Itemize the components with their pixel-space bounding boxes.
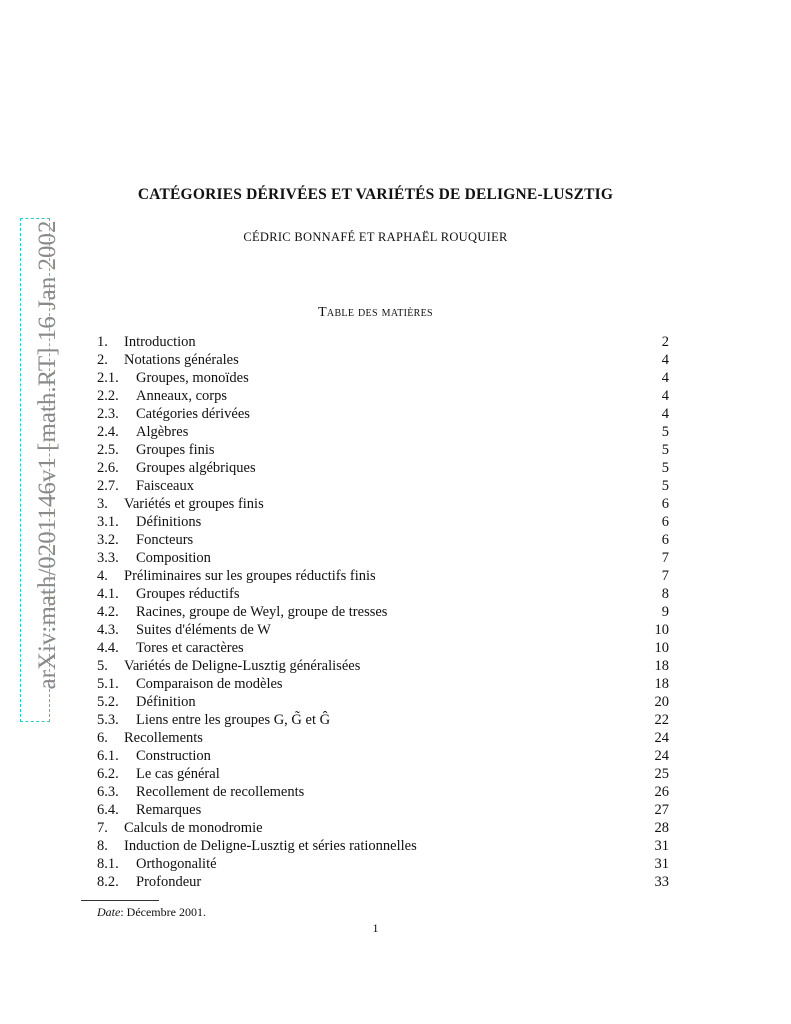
toc-entry-number: 5.1. [97,676,119,692]
toc-entry-number: 6.3. [97,784,119,800]
toc-entry-page: 6 [661,514,669,530]
toc-entry-number: 2. [97,352,108,368]
toc-entry-label: Groupes finis [136,442,215,458]
toc-entry [97,369,669,387]
toc-entry-label: Suites d'éléments de W [136,622,271,638]
toc-entry-number: 2.2. [97,388,119,404]
toc-entry-page: 2 [661,334,669,350]
toc-entry-label: Groupes, monoïdes [136,370,249,386]
toc-entry-label: Variétés de Deligne-Lusztig généralisées [124,658,361,674]
toc-entry-number: 5. [97,658,108,674]
toc-entry-number: 2.7. [97,478,119,494]
paper-authors: CÉDRIC BONNAFÉ ET RAPHAËL ROUQUIER [243,230,508,244]
toc-entry-page: 5 [661,424,669,440]
toc-entry [97,441,669,459]
toc-entry-label: Définition [136,694,196,710]
toc-entry [97,549,669,567]
arxiv-stamp: arXiv:math/0201146v1 [math.RT] 16 Jan 2002 [34,220,61,690]
toc-entry [97,675,669,693]
toc-entry-page: 31 [654,856,669,872]
date-footnote-text: : Décembre 2001. [120,905,206,919]
toc-entry-number: 5.3. [97,712,119,728]
toc-entry-label: Recollements [124,730,203,746]
toc-entry [97,603,669,621]
toc-entry [97,693,669,711]
toc-entry-number: 3. [97,496,108,512]
toc-entry-label: Tores et caractères [136,640,244,656]
toc-entry [97,405,669,423]
toc-entry-number: 2.1. [97,370,119,386]
toc-entry-number: 3.1. [97,514,119,530]
toc-entry-page: 27 [654,802,669,818]
toc-entry-page: 4 [661,352,669,368]
toc-entry-page: 5 [661,460,669,476]
toc-entry-label: Notations générales [124,352,239,368]
toc-entry-page: 5 [661,442,669,458]
toc-entry-number: 2.5. [97,442,119,458]
page-number: 1 [372,921,379,935]
toc-entry-page: 18 [654,658,669,674]
toc-entry-label: Racines, groupe de Weyl, groupe de tresses [136,604,388,620]
toc-entry [97,711,669,729]
toc-entry-number: 2.3. [97,406,119,422]
toc-entry-label: Liens entre les groupes G, G̃ et Ĝ [136,712,331,728]
toc-entry [97,819,669,837]
toc-entry-number: 3.2. [97,532,119,548]
toc-entry [97,657,669,675]
table-of-contents [97,333,669,891]
toc-entry-page: 6 [661,532,669,548]
toc-entry-number: 8. [97,838,108,854]
toc-entry-number: 6.1. [97,748,119,764]
toc-entry [97,351,669,369]
toc-entry-label: Groupes algébriques [136,460,256,476]
toc-entry-page: 4 [661,406,669,422]
toc-entry [97,747,669,765]
toc-entry [97,477,669,495]
toc-entry-number: 4. [97,568,108,584]
toc-entry [97,387,669,405]
toc-entry-page: 26 [654,784,669,800]
toc-entry-page: 18 [654,676,669,692]
toc-entry-number: 6.2. [97,766,119,782]
toc-entry-label: Induction de Deligne-Lusztig et séries rationnelles [124,838,417,854]
toc-entry-label: Anneaux, corps [136,388,228,404]
paper-title: CATÉGORIES DÉRIVÉES ET VARIÉTÉS DE DELIGNE-LUSZTIG [137,186,614,203]
toc-entry-number: 3.3. [97,550,119,566]
toc-entry [97,783,669,801]
date-footnote [97,905,206,920]
toc-entry-page: 25 [654,766,669,782]
toc-entry-label: Faisceaux [136,478,194,494]
toc-entry-label: Variétés et groupes finis [124,496,264,512]
toc-entry [97,513,669,531]
toc-entry-page: 22 [654,712,669,728]
toc-entry-page: 24 [654,748,669,764]
toc-entry-page: 10 [654,640,669,656]
toc-entry-page: 20 [654,694,669,710]
footnote-rule [81,900,159,901]
date-footnote-label: Date [97,905,121,919]
toc-entry-label: Catégories dérivées [136,406,250,422]
toc-entry-page: 8 [661,586,669,602]
toc-entry-number: 8.2. [97,874,119,890]
toc-entry-number: 5.2. [97,694,119,710]
toc-entry [97,495,669,513]
toc-entry-label: Comparaison de modèles [136,676,283,692]
toc-entry-label: Remarques [136,802,202,818]
toc-entry [97,837,669,855]
toc-entry-number: 8.1. [97,856,119,872]
toc-entry-number: 4.4. [97,640,119,656]
toc-entry-number: 4.2. [97,604,119,620]
toc-entry-label: Construction [136,748,211,764]
toc-entry-label: Groupes réductifs [136,586,240,602]
toc-entry [97,333,669,351]
toc-entry-page: 5 [661,478,669,494]
toc-entry-number: 4.3. [97,622,119,638]
toc-entry [97,801,669,819]
toc-entry-number: 1. [97,334,108,350]
toc-heading: Table des matières [318,305,433,320]
toc-entry-number: 4.1. [97,586,119,602]
toc-entry-page: 7 [661,568,669,584]
toc-entry-label: Foncteurs [136,532,194,548]
toc-entry-number: 2.6. [97,460,119,476]
toc-entry-page: 10 [654,622,669,638]
toc-entry [97,423,669,441]
toc-entry-page: 31 [654,838,669,854]
toc-entry [97,567,669,585]
toc-entry-page: 6 [661,496,669,512]
toc-entry-number: 6.4. [97,802,119,818]
toc-entry-label: Calculs de monodromie [124,820,263,836]
toc-entry [97,621,669,639]
toc-entry-page: 7 [661,550,669,566]
toc-entry-label: Préliminaires sur les groupes réductifs finis [124,568,376,584]
toc-entry [97,531,669,549]
toc-entry-number: 2.4. [97,424,119,440]
toc-entry-page: 4 [661,388,669,404]
toc-entry-page: 28 [654,820,669,836]
toc-entry [97,765,669,783]
toc-entry-number: 7. [97,820,108,836]
toc-entry-page: 24 [654,730,669,746]
toc-entry [97,729,669,747]
toc-entry [97,855,669,873]
toc-entry-page: 9 [661,604,669,620]
toc-entry [97,585,669,603]
toc-entry-label: Recollement de recollements [136,784,305,800]
toc-entry-page: 4 [661,370,669,386]
toc-entry [97,639,669,657]
toc-entry-number: 6. [97,730,108,746]
toc-entry-label: Définitions [136,514,202,530]
toc-entry [97,873,669,891]
toc-entry-label: Le cas général [136,766,220,782]
toc-entry-label: Profondeur [136,874,202,890]
toc-entry-page: 33 [654,874,669,890]
toc-entry-label: Algèbres [136,424,189,440]
toc-entry-label: Composition [136,550,211,566]
toc-entry [97,459,669,477]
toc-entry-label: Orthogonalité [136,856,217,872]
toc-entry-label: Introduction [124,334,196,350]
